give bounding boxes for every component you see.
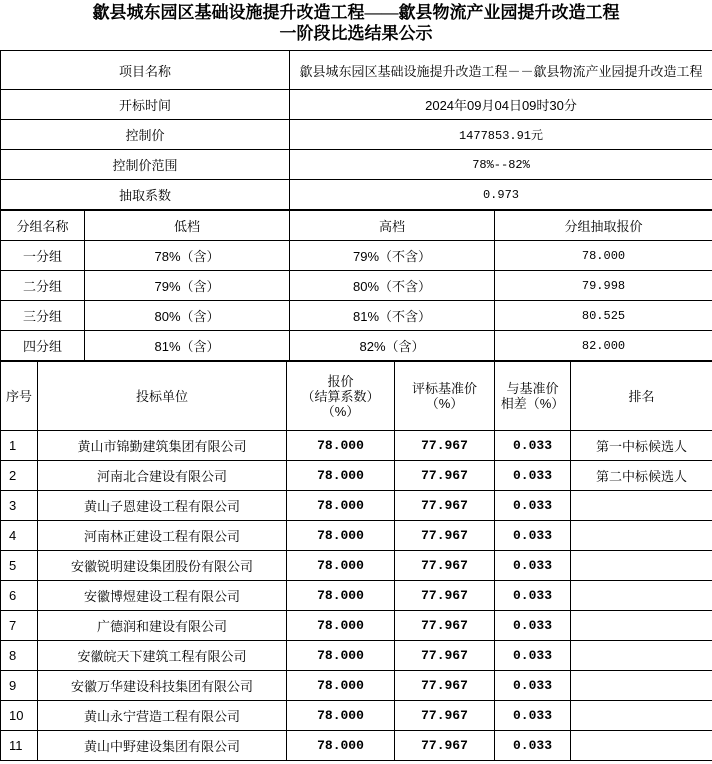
group-low: 81%（含） [85,331,290,361]
bid-rank [571,611,712,641]
bid-quote: 78.000 [287,671,395,701]
bid-quote: 78.000 [287,701,395,731]
bid-table [0,361,712,761]
bid-quote: 78.000 [287,491,395,521]
bid-base: 77.967 [395,671,495,701]
bid-unit: 黄山永宁营造工程有限公司 [38,701,287,731]
info-row [1,120,712,150]
group-name: 二分组 [1,271,85,301]
header-quote-line-2: （结算系数） [301,388,380,404]
table-row [1,671,712,701]
table-row [1,581,712,611]
table-row [1,491,712,521]
header-quote-line-1: 报价 [327,373,354,389]
table-row [1,731,712,761]
bid-rank: 第二中标候选人 [571,461,712,491]
bid-diff: 0.033 [495,611,571,641]
bid-unit: 黄山市锦勤建筑集团有限公司 [38,431,287,461]
title-line-1: 歙县城东园区基础设施提升改造工程——歙县物流产业园提升改造工程 [92,3,620,22]
header-rank: 排名 [571,362,712,431]
bid-diff: 0.033 [495,641,571,671]
header-base-line-1: 评标基准价 [411,381,477,396]
info-value: 歙县城东园区基础设施提升改造工程－－歙县物流产业园提升改造工程 [290,51,712,90]
header-diff-line-2: 相差（%） [500,396,565,411]
table-row [1,431,712,461]
info-row [1,150,712,180]
bid-base: 77.967 [395,521,495,551]
bid-unit: 安徽皖天下建筑工程有限公司 [38,641,287,671]
group-row [1,271,712,301]
bid-unit: 广德润和建设有限公司 [38,611,287,641]
info-value: 2024年09月04日09时30分 [290,90,712,120]
bid-rank [571,551,712,581]
info-label: 开标时间 [1,90,290,120]
group-row [1,301,712,331]
bid-seq: 4 [1,521,38,551]
bid-base: 77.967 [395,581,495,611]
bid-rank [571,581,712,611]
bid-unit: 河南林正建设工程有限公司 [38,521,287,551]
group-price: 80.525 [495,301,712,331]
page-title [0,0,712,50]
info-value: 0.973 [290,180,712,210]
bid-seq: 2 [1,461,38,491]
group-table [0,210,712,361]
title-line-2: 一阶段比选结果公示 [279,24,433,43]
bid-diff: 0.033 [495,491,571,521]
header-diff [495,362,571,431]
bid-seq: 11 [1,731,38,761]
bid-quote: 78.000 [287,611,395,641]
table-row [1,611,712,641]
bid-quote: 78.000 [287,731,395,761]
bid-rank [571,671,712,701]
bid-base: 77.967 [395,701,495,731]
bid-unit: 安徽博煜建设工程有限公司 [38,581,287,611]
bid-seq: 10 [1,701,38,731]
header-quote-line-3: （%） [321,403,360,419]
group-header-name: 分组名称 [1,211,85,241]
bid-base: 77.967 [395,431,495,461]
bid-rank [571,731,712,761]
table-row [1,641,712,671]
info-value: 1477853.91元 [290,120,712,150]
header-base-line-2: （%） [425,396,464,411]
bid-unit: 安徽锐明建设集团股份有限公司 [38,551,287,581]
group-row [1,241,712,271]
bid-unit: 安徽万华建设科技集团有限公司 [38,671,287,701]
bid-diff: 0.033 [495,671,571,701]
group-header-low: 低档 [85,211,290,241]
bid-seq: 1 [1,431,38,461]
group-low: 78%（含） [85,241,290,271]
group-low: 80%（含） [85,301,290,331]
group-high: 80%（不含） [290,271,495,301]
info-value: 78%--82% [290,150,712,180]
bid-quote: 78.000 [287,461,395,491]
bid-rank [571,491,712,521]
header-diff-line-1: 与基准价 [506,381,559,396]
bid-unit: 黄山中野建设集团有限公司 [38,731,287,761]
bid-base: 77.967 [395,731,495,761]
group-name: 一分组 [1,241,85,271]
group-header-price: 分组抽取报价 [495,211,712,241]
bid-unit: 黄山子恩建设工程有限公司 [38,491,287,521]
bid-base: 77.967 [395,611,495,641]
bid-seq: 9 [1,671,38,701]
bid-rank [571,701,712,731]
header-base [395,362,495,431]
bid-rank [571,521,712,551]
info-label: 项目名称 [1,51,290,90]
bid-base: 77.967 [395,641,495,671]
info-label: 抽取系数 [1,180,290,210]
bid-seq: 5 [1,551,38,581]
bid-quote: 78.000 [287,581,395,611]
group-name: 四分组 [1,331,85,361]
info-label: 控制价 [1,120,290,150]
bid-seq: 6 [1,581,38,611]
bid-seq: 7 [1,611,38,641]
bid-rank: 第一中标候选人 [571,431,712,461]
group-high: 82%（含） [290,331,495,361]
bid-table-header [1,362,712,431]
bid-quote: 78.000 [287,521,395,551]
group-high: 79%（不含） [290,241,495,271]
project-info-table [0,50,712,210]
info-row [1,180,712,210]
group-name: 三分组 [1,301,85,331]
group-high: 81%（不含） [290,301,495,331]
group-low: 79%（含） [85,271,290,301]
group-price: 82.000 [495,331,712,361]
bid-base: 77.967 [395,491,495,521]
group-price: 79.998 [495,271,712,301]
bid-seq: 8 [1,641,38,671]
bid-quote: 78.000 [287,431,395,461]
bid-rank [571,641,712,671]
bid-base: 77.967 [395,461,495,491]
table-row [1,521,712,551]
bid-unit: 河南北合建设有限公司 [38,461,287,491]
bid-base: 77.967 [395,551,495,581]
group-table-header [1,211,712,241]
group-row [1,331,712,361]
bid-diff: 0.033 [495,461,571,491]
info-row [1,90,712,120]
table-row [1,551,712,581]
group-header-high: 高档 [290,211,495,241]
header-quote [287,362,395,431]
bid-diff: 0.033 [495,431,571,461]
bid-seq: 3 [1,491,38,521]
bid-diff: 0.033 [495,521,571,551]
bid-diff: 0.033 [495,701,571,731]
info-label: 控制价范围 [1,150,290,180]
header-unit: 投标单位 [38,362,287,431]
table-row [1,701,712,731]
bid-diff: 0.033 [495,731,571,761]
bid-quote: 78.000 [287,551,395,581]
header-seq: 序号 [1,362,38,431]
bid-diff: 0.033 [495,581,571,611]
table-row [1,461,712,491]
bid-quote: 78.000 [287,641,395,671]
group-price: 78.000 [495,241,712,271]
info-row [1,51,712,90]
bid-diff: 0.033 [495,551,571,581]
